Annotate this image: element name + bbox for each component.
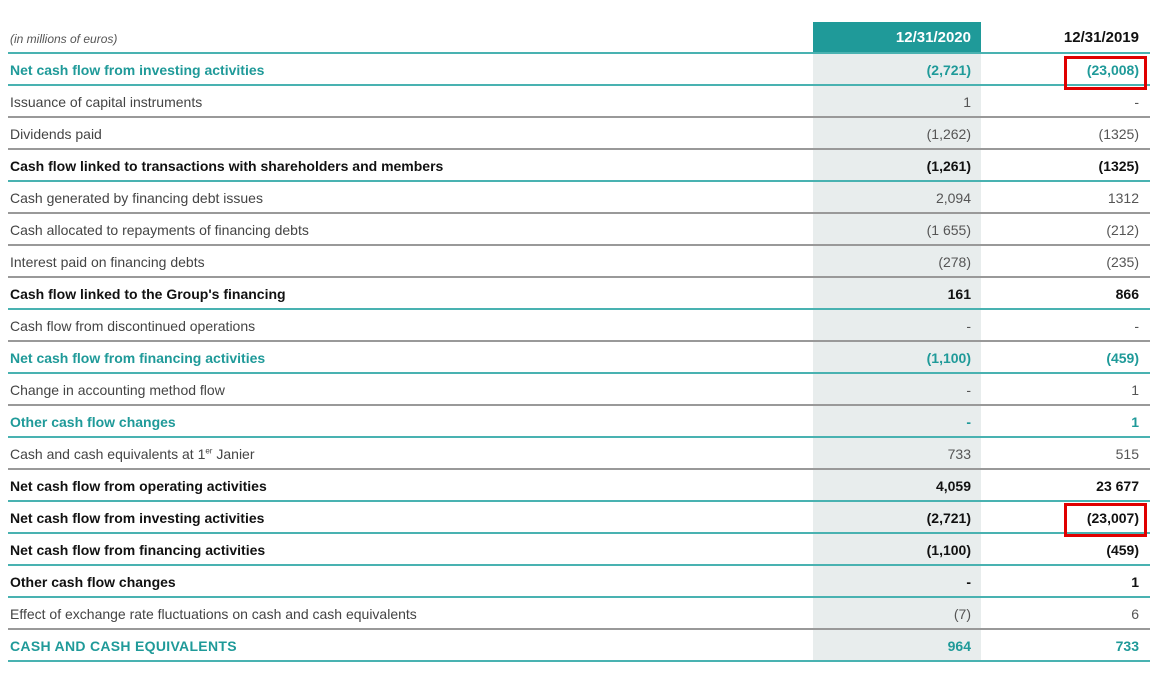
value-2020: (1,100) (926, 350, 971, 366)
value-2020: 4,059 (935, 478, 971, 494)
value-2019: 733 (1115, 638, 1139, 654)
highlight-box-2019-investing-top (1064, 56, 1147, 90)
row-label: Issuance of capital instruments (10, 94, 203, 110)
column-2020-shading (813, 22, 981, 662)
table-row (8, 473, 1150, 502)
value-2020: 161 (947, 286, 971, 302)
value-2020: 964 (947, 638, 971, 654)
row-label: Change in accounting method flow (10, 382, 225, 398)
value-2020: (1 655) (926, 222, 971, 238)
table-header-row (8, 25, 1150, 54)
value-2019: 1 (1131, 382, 1139, 398)
value-2020: 2,094 (935, 190, 971, 206)
table-row (8, 121, 1150, 150)
table-row (8, 633, 1150, 662)
value-2020: 733 (947, 446, 971, 462)
value-2019: 23 677 (1096, 478, 1139, 494)
row-label: Cash flow from discontinued operations (10, 318, 256, 334)
table-row (8, 217, 1150, 246)
value-2019: 515 (1115, 446, 1139, 462)
highlight-box-2019-investing-bottom (1064, 503, 1147, 537)
value-2020: (1,261) (926, 158, 971, 174)
row-label: Other cash flow changes (10, 574, 176, 590)
table-row (8, 249, 1150, 278)
value-2020: (7) (953, 606, 971, 622)
table-row (8, 185, 1150, 214)
value-2020: - (966, 318, 971, 334)
header-2020: 12/31/2020 (895, 29, 971, 46)
value-2019: 866 (1115, 286, 1139, 302)
value-2019: (1325) (1098, 126, 1139, 142)
value-2019: 1 (1131, 574, 1139, 590)
table-row (8, 281, 1150, 310)
value-2019: - (1134, 94, 1139, 110)
value-2020: 1 (963, 94, 971, 110)
row-label: CASH AND CASH EQUIVALENTS (10, 638, 237, 654)
row-label: Cash and cash equivalents at 1er Janier (10, 446, 255, 462)
table-row (8, 89, 1150, 118)
value-2019: 6 (1131, 606, 1139, 622)
table-row (8, 345, 1150, 374)
value-2019: (235) (1106, 254, 1139, 270)
table-row (8, 153, 1150, 182)
units-label: (in millions of euros) (10, 32, 118, 46)
header-2019: 12/31/2019 (1063, 29, 1139, 46)
row-label: Net cash flow from investing activities (10, 62, 265, 78)
row-label: Net cash flow from operating activities (10, 478, 267, 494)
table-row (8, 409, 1150, 438)
value-2019: 1312 (1107, 190, 1139, 206)
value-2020: - (966, 414, 971, 430)
table-row (8, 505, 1150, 534)
table-row (8, 313, 1150, 342)
row-label: Net cash flow from financing activities (10, 542, 266, 558)
value-2020: - (966, 382, 971, 398)
table-row (8, 377, 1150, 406)
value-2019: 1 (1131, 414, 1139, 430)
row-label: Net cash flow from investing activities (10, 510, 265, 526)
row-label: Effect of exchange rate fluctuations on cash and cash equivalents (10, 606, 417, 622)
table-row (8, 601, 1150, 630)
row-label: Other cash flow changes (10, 414, 176, 430)
table-row (8, 537, 1150, 566)
value-2019: (23,008) (1086, 62, 1139, 78)
value-2019: (459) (1106, 542, 1139, 558)
row-label: Cash generated by financing debt issues (10, 190, 263, 206)
row-label: Cash allocated to repayments of financing debts (10, 222, 309, 238)
row-label: Cash flow linked to transactions with shareholders and members (10, 158, 444, 174)
value-2019: (212) (1106, 222, 1139, 238)
value-2019: (1325) (1098, 158, 1139, 174)
table-row (8, 569, 1150, 598)
value-2020: (1,100) (926, 542, 971, 558)
value-2020: - (966, 574, 971, 590)
row-label: Interest paid on financing debts (10, 254, 205, 270)
value-2020: (2,721) (926, 62, 971, 78)
value-2020: (2,721) (926, 510, 971, 526)
value-2020: (1,262) (926, 126, 971, 142)
value-2019: (23,007) (1086, 510, 1139, 526)
table-row (8, 57, 1150, 86)
row-label: Net cash flow from financing activities (10, 350, 266, 366)
row-label: Cash flow linked to the Group's financing (10, 286, 286, 302)
value-2020: (278) (938, 254, 971, 270)
row-label: Dividends paid (10, 126, 102, 142)
value-2019: (459) (1106, 350, 1139, 366)
value-2019: - (1134, 318, 1139, 334)
table-row (8, 441, 1150, 470)
